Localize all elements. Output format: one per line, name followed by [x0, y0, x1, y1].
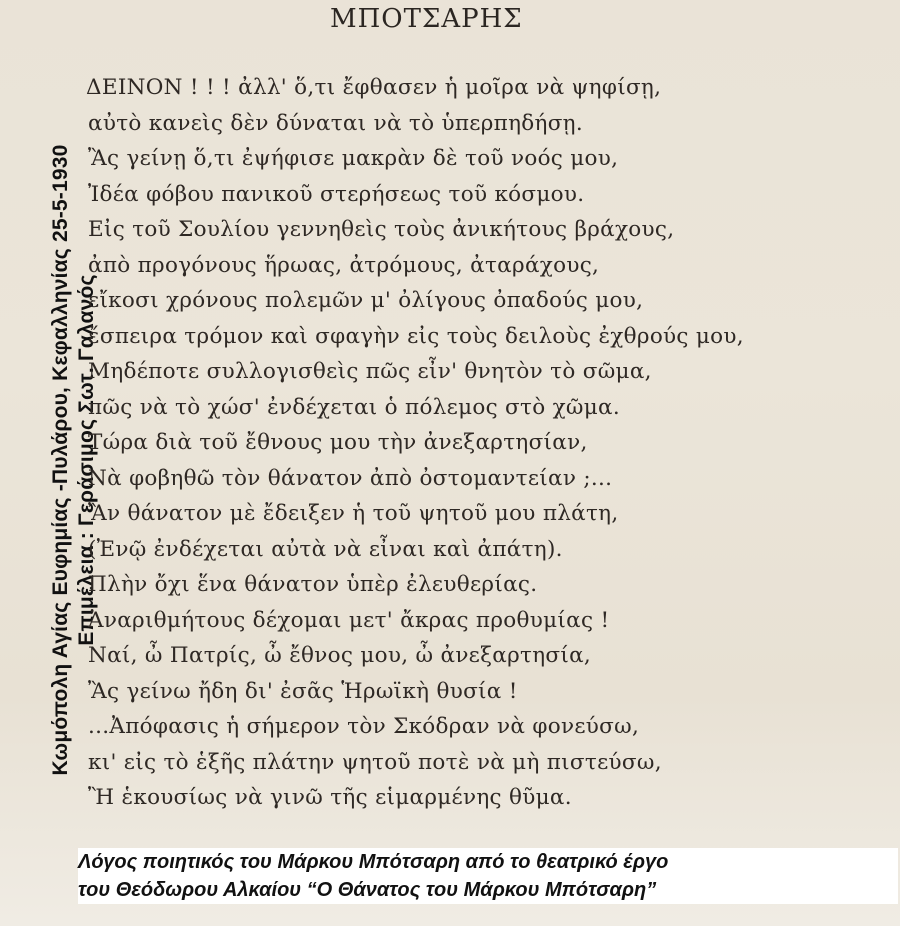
poem-line: Ἂς γείνῃ ὅ,τι ἐψήφισε μακρὰν δὲ τοῦ νοός μου, — [88, 146, 619, 171]
poem-line: Νὰ φοβηθῶ τὸν θάνατον ἀπὸ ὀστομαντείαν ;... — [88, 465, 613, 491]
poem-line: ΔΕΙΝΟΝ ! ! ! ἀλλ' ὅ,τι ἔφθασεν ἡ μοῖρα νὰ ψηφίσῃ, — [86, 75, 662, 100]
poem-line: κι' εἰς τὸ ἑξῆς πλάτην ψητοῦ ποτὲ νὰ μὴ πιστεύσω, — [88, 749, 662, 775]
poem-title: ΜΠΟΤΣΑΡΗΣ — [330, 4, 523, 34]
side-caption-editor: Επιμέλεια : Γεράσιμος Σωτ. Γαλανός — [75, 274, 98, 646]
poem-line: Εἰς τοῦ Σουλίου γεννηθεὶς τοὺς ἀνικήτους βράχους, — [88, 217, 675, 242]
side-caption-location-date: Κωμόπολη Αγίας Ευφημίας -Πυλάρου, Κεφαλληνίας 25-5-1930 — [49, 144, 72, 776]
poem-line: Ἢ ἑκουσίως νὰ γινῶ τῆς εἱμαρμένης θῦμα. — [88, 785, 572, 810]
poem-line: ...Ἀπόφασις ἡ σήμερον τὸν Σκόδραν νὰ φονεύσω, — [88, 714, 640, 739]
poem-line: Ἀναριθμήτους δέχομαι μετ' ἄκρας προθυμίας ! — [88, 607, 610, 633]
bottom-caption-line-2: του Θεόδωρου Αλκαίου “Ο Θάνατος του Μάρκου Μπότσαρη” — [78, 879, 657, 901]
poem-line: Ἂς γείνω ἤδη δι' ἐσᾶς Ἡρωϊκὴ θυσία ! — [88, 678, 518, 704]
bottom-caption-line-1: Λόγος ποιητικός του Μάρκου Μπότσαρη από το θεατρικό έργο — [78, 851, 669, 873]
poem-line: αὐτὸ κανεὶς δὲν δύναται νὰ τὸ ὑπερπηδήσῃ. — [88, 110, 583, 136]
poem-line: Πλὴν ὄχι ἕνα θάνατον ὑπὲρ ἐλευθερίας. — [88, 572, 538, 597]
poem-line: Τώρα διὰ τοῦ ἔθνους μου τὴν ἀνεξαρτησίαν, — [88, 430, 588, 455]
poem-line: Ἂν θάνατον μὲ ἔδειξεν ἡ τοῦ ψητοῦ μου πλάτη, — [88, 501, 619, 526]
poem-line: Μηδέποτε συλλογισθεὶς πῶς εἶν' θνητὸν τὸ σῶμα, — [88, 359, 652, 384]
bottom-caption — [78, 848, 898, 904]
poem-line: Ἰδέα φόβου πανικοῦ στερήσεως τοῦ κόσμου. — [88, 181, 585, 207]
poem-line: ἔσπειρα τρόμον καὶ σφαγὴν εἰς τοὺς δειλοὺς ἐχθρούς μου, — [88, 323, 744, 349]
poem-line: ἀπὸ προγόνους ἥρωας, ἀτρόμους, ἀταράχους, — [88, 252, 600, 278]
poem-line: (Ἐνῷ ἐνδέχεται αὐτὰ νὰ εἶναι καὶ ἀπάτη). — [88, 536, 563, 562]
poem-text — [86, 70, 900, 816]
poem-line: Ναί, ὦ Πατρίς, ὦ ἔθνος μου, ὦ ἀνεξαρτησία, — [88, 643, 592, 668]
poem-line: πῶς νὰ τὸ χώσ' ἐνδέχεται ὁ πόλεμος στὸ χῶμα. — [88, 394, 620, 420]
poem-line: εἴκοσι χρόνους πολεμῶν μ' ὀλίγους ὀπαδούς μου, — [88, 288, 644, 313]
